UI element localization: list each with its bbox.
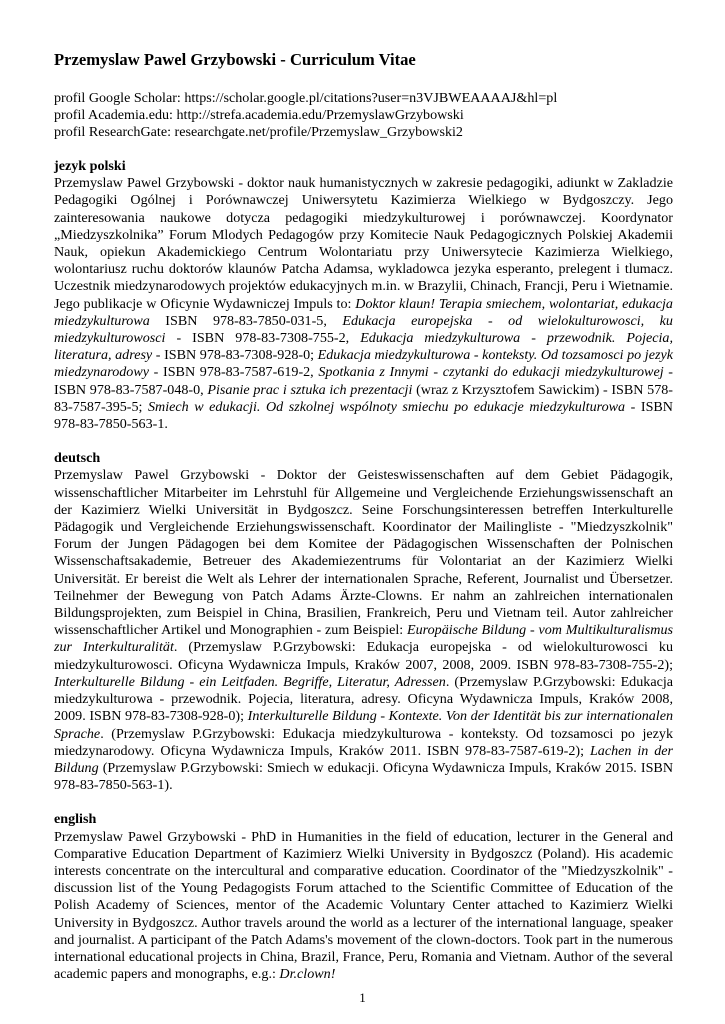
italic-title-text: Pisanie prac i sztuka ich prezentacji <box>207 381 413 398</box>
italic-title-text: Europäische Bildung - vom Multikulturalismus zur Interkulturalität <box>54 622 673 656</box>
section-heading-english: english <box>54 811 97 828</box>
body-text: - ISBN 978-83-7308-755-2, <box>165 330 361 347</box>
body-text: - ISBN 978-83-7587-048-0, <box>54 364 673 398</box>
italic-title-text: Edukacja europejska - od wielokulturowosci, ku miedzykulturowosci <box>54 312 673 347</box>
body-text: Przemyslaw Pawel Grzybowski - PhD in Humanities in the field of education, lecturer in the General and Comparative Education Department of Kazimierz Wielki University in Bydgoszcz (Poland). His academic interests concentrate on the intercultural and comparative education. Coordinator of the "Miedzyszkolnik" - discussion list of the Young Pedagogists Forum attached to the Scientific Committee of Education of the Polish Academy of Sciences, mentor of the Academic Voluntary Center attached to Kazimierz Wielki University in Bydgoszcz. Author travels around the world as a lecturer of the international language, speaker and journalist. A participant of the Patch Adams's movement of the clown-doctors. Took part in the numerous international educational projects in China, Brazil, France, Peru, Romania and Vietnam. Author of the several academic papers and monographs, e.g.: <box>54 828 673 983</box>
document-page <box>54 50 673 1000</box>
body-text: . (Przemyslaw P.Grzybowski: Edukacja miedzykulturowa - przewodnik. Pojecia, literatura, adresy. Oficyna Wydawnicza Impuls, Kraków 2008, 2009. ISBN 978-83-7308-928-0); <box>54 673 673 725</box>
section-body-english <box>54 829 673 984</box>
section-heading-polish: jezyk polski <box>54 158 126 174</box>
body-text: - ISBN 978-83-7308-928-0; <box>152 347 318 364</box>
body-text: - ISBN 978-83-7587-619-2, <box>149 364 319 381</box>
section-body-polish <box>54 175 673 433</box>
italic-title-text: Edukacja miedzykulturowa - przewodnik. Pojecia, literatura, adresy <box>54 330 673 364</box>
italic-title-text: Lachen in der Bildung <box>54 742 673 776</box>
italic-title-text: Edukacja miedzykulturowa - konteksty. Od tozsamosci po jezyk miedzynarodowy <box>54 347 673 381</box>
profile-academia: profil Academia.edu: http://strefa.academia.edu/PrzemyslawGrzybowski <box>54 107 464 123</box>
page-number: 1 <box>359 990 366 1005</box>
section-polish <box>54 158 673 433</box>
profile-google-scholar: profil Google Scholar: https://scholar.google.pl/citations?user=n3VJBWEAAAAJ&hl=pl <box>54 90 558 106</box>
body-text: - ISBN 978-83-7850-563-1. <box>54 398 673 433</box>
italic-title-text: Dr.clown! <box>279 966 336 983</box>
profile-links <box>54 90 673 141</box>
section-english <box>54 811 673 983</box>
section-heading-german: deutsch <box>54 450 101 467</box>
profile-researchgate: profil ResearchGate: researchgate.net/profile/Przemyslaw_Grzybowski2 <box>54 124 463 140</box>
body-text: ISBN 978-83-7850-031-5, <box>149 312 343 329</box>
italic-title-text: Doktor klaun! Terapia smiechem, wolontariat, edukacja miedzykulturowa <box>54 295 673 329</box>
body-text: (wraz z Krzysztofem Sawickim) - ISBN 578-83-7587-395-5; <box>54 381 673 415</box>
italic-title-text: Smiech w edukacji. Od szkolnej wspólnoty smiechu po edukacje miedzykulturowa <box>148 398 626 415</box>
italic-title-text: Interkulturelle Bildung - Kontexte. Von der Identität bis zur internationalen Sprache <box>54 708 674 742</box>
body-text: . (Przemyslaw P.Grzybowski: Edukacja europejska - od wielokulturowosci ku miedzykulturowosci. Oficyna Wydawnicza Impuls, Kraków 2007, 2008, 2009. ISBN 978-83-7308-755-2); <box>54 639 673 673</box>
section-body-german <box>54 467 673 794</box>
body-text: Przemyslaw Pawel Grzybowski - Doktor der Geisteswissenschaften auf dem Gebiet Pädagogik, wissenschaftlicher Mitarbeiter im Lehrstuhl für Allgemeine und Vergleichende Erziehungswissenschaft an der Kazimierz Wielki Universität in Bydgoszcz. Seine Forschungsinteressen betreffen Interkulturelle Pädagogik und Vergleichende Erziehungswissenschaft. Koordinator der Mailingliste - "Miedzyszkolnik" Forum der Jungen Pädagogen bei dem Komitee der Pädagogischen Wissenschaften der Polnischen Wissenschaftsakademie, Betreuer des Akademiezentrums für Volontariat an der Kazimierz Wielki Universität. Er bereist die Welt als Lehrer der internationalen Sprache, Referent, Journalist und Übersetzer. Teilnehmer der Bewegung von Patch Adams Ärzte-Clowns. Er nahm an zahlreichen internationalen Bildungsprojekten, zum Beispiel in China, Brasilien, Frankreich, Peru und Vietnam teil. Autor zahlreicher wissenschaftlicher Artikel und Monographien - zum Beispiel: <box>54 467 673 639</box>
section-german <box>54 450 673 794</box>
italic-title-text: Interkulturelle Bildung - ein Leitfaden. Begriffe, Literatur, Adressen <box>54 673 446 690</box>
document-title: Przemyslaw Pawel Grzybowski - Curriculum Vitae <box>54 50 416 69</box>
body-text: (Przemyslaw P.Grzybowski: Smiech w edukacji. Oficyna Wydawnicza Impuls, Kraków 2015. ISBN 978-83-7850-563-1). <box>54 759 673 794</box>
body-text: Przemyslaw Pawel Grzybowski - doktor nauk humanistycznych w zakresie pedagogiki, adiunkt w Zakladzie Pedagogiki Ogólnej i Porównawczej Uniwersytetu Kazimierza Wielkiego w Bydgoszczy. Jego zainteresowania naukowe dotycza pedagogiki miedzykulturowej i porównawczej. Koordynator „Miedzyszkolnika” Forum Mlodych Pedagogów przy Komitecie Nauk Pedagogicznych Polskiej Akademii Nauk, opiekun Akademickiego Centrum Wolontariatu przy Uniwersytecie Kazimierza Wielkiego, wolontariusz ruchu doktorów klaunów Patcha Adamsa, wykladowca jezyka esperanto, prelegent i tlumacz. Uczestnik miedzynarodowych projektów edukacyjnych m.in. w Brazylii, Chinach, Francji, Peru i Wietnamie. Jego publikacje w Oficynie Wydawniczej Impuls to: <box>54 175 673 312</box>
italic-title-text: Spotkania z Innymi - czytanki do edukacji miedzykulturowej <box>318 364 664 381</box>
body-text: . (Przemyslaw P.Grzybowski: Edukacja miedzykulturowa - konteksty. Od tozsamosci po jezyk miedzynarodowy. Oficyna Wydawnicza Impuls, Kraków 2011. ISBN 978-83-7587-619-2); <box>54 725 673 759</box>
